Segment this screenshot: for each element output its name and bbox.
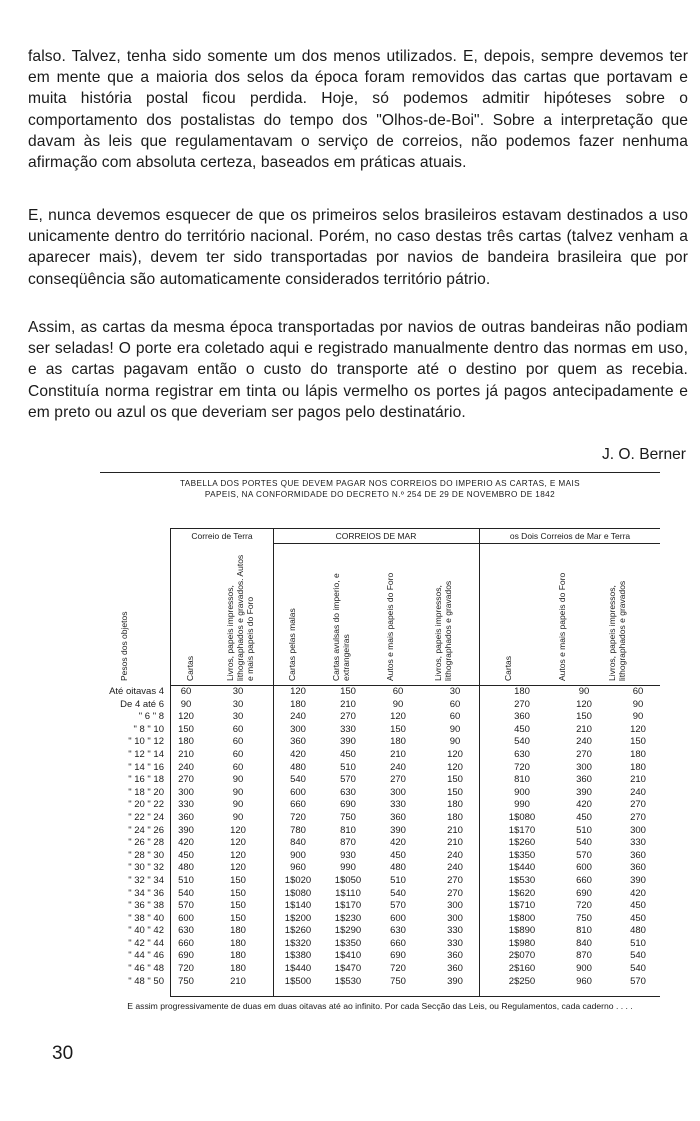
group-correios-mar: CORREIOS DE MAR (335, 531, 417, 541)
table-cell: 750 (178, 975, 194, 987)
table-row (170, 900, 660, 913)
table-cell: 330 (390, 799, 406, 811)
table-cell: 60 (632, 686, 644, 697)
table-cell: 120 (230, 837, 246, 849)
header-cartas-terra: Cartas (185, 655, 195, 681)
table-cell: 300 (178, 786, 194, 798)
table-cell: 270 (630, 799, 646, 811)
table-cell: 240 (290, 711, 306, 723)
table-cell: 270 (447, 887, 463, 899)
table-cell: 540 (290, 774, 306, 786)
table-cell: 60 (392, 686, 404, 697)
table-cell: 1$080 (508, 811, 536, 823)
table-cell: 180 (447, 799, 463, 811)
table-cell: 300 (290, 723, 306, 735)
table-cell: 270 (340, 711, 356, 723)
table-row (170, 837, 660, 850)
table-cell: 210 (340, 698, 356, 710)
table-cell: 60 (232, 723, 244, 735)
table-cell: 1$320 (284, 937, 312, 949)
table-cell: 330 (178, 799, 194, 811)
table-cell: 390 (390, 824, 406, 836)
table-cell: 180 (630, 761, 646, 773)
table-row (170, 825, 660, 838)
table-cell: 90 (449, 736, 461, 748)
table-cell: 720 (178, 963, 194, 975)
table-cell: 90 (232, 811, 244, 823)
table-cell: 1$350 (334, 937, 362, 949)
header-livros-mar: Livros, papeis impressos, lithographados e gravados (433, 580, 453, 681)
table-cell: 390 (576, 786, 592, 798)
table-cell: 300 (447, 912, 463, 924)
table-cell: 510 (340, 761, 356, 773)
weight-label: " 30 " 32 (128, 862, 164, 874)
table-cell: 660 (178, 937, 194, 949)
table-cell: 390 (178, 824, 194, 836)
group-dois-correios: os Dois Correios de Mar e Terra (509, 531, 631, 541)
table-row (170, 950, 660, 963)
table-cell: 90 (232, 799, 244, 811)
table-cell: 540 (630, 950, 646, 962)
header-livros-dois: Livros, papeis impressos, lithographados e gravados (607, 580, 627, 681)
table-cell: 1$440 (284, 963, 312, 975)
table-cell: 570 (178, 900, 194, 912)
table-cell: 150 (230, 874, 246, 886)
table-cell: 360 (447, 950, 463, 962)
table-cell: 1$530 (334, 975, 362, 987)
header-cartas-malas: Cartas pelas malas (287, 608, 297, 681)
table-cell: 60 (449, 711, 461, 723)
table-cell: 60 (180, 686, 192, 697)
table-cell: 2$070 (508, 950, 536, 962)
table-cell: 450 (514, 723, 530, 735)
table-cell: 750 (340, 811, 356, 823)
table-cell: 90 (578, 686, 590, 697)
table-cell: 870 (340, 837, 356, 849)
table-top-rule (100, 472, 660, 473)
table-cell: 120 (230, 862, 246, 874)
table-cell: 600 (178, 912, 194, 924)
table-cell: 540 (390, 887, 406, 899)
table-cell: 390 (340, 736, 356, 748)
weight-column (100, 686, 168, 988)
table-cell: 240 (390, 761, 406, 773)
table-cell: 450 (630, 912, 646, 924)
table-cell: 360 (447, 963, 463, 975)
weight-label: " 46 " 48 (128, 963, 164, 975)
table-cell: 330 (447, 925, 463, 937)
table-cell: 330 (340, 723, 356, 735)
table-row (170, 888, 660, 901)
table-cell: 270 (576, 748, 592, 760)
table-cell: 600 (290, 786, 306, 798)
table-cell: 1$260 (508, 837, 536, 849)
weight-label: " 24 " 26 (128, 824, 164, 836)
table-cell: 480 (178, 862, 194, 874)
postage-table (100, 472, 660, 997)
table-cell: 210 (576, 723, 592, 735)
table-cell: 420 (290, 748, 306, 760)
table-cell: 990 (340, 862, 356, 874)
table-row (170, 774, 660, 787)
table-cell: 180 (230, 963, 246, 975)
table-cell: 360 (630, 862, 646, 874)
table-cell: 570 (340, 774, 356, 786)
table-cell: 360 (390, 811, 406, 823)
table-cell: 840 (290, 837, 306, 849)
table-cell: 150 (447, 786, 463, 798)
table-cell: 1$530 (508, 874, 536, 886)
table-cell: 660 (390, 937, 406, 949)
table-cell: 960 (576, 975, 592, 987)
table-cell: 150 (576, 711, 592, 723)
table-cell: 570 (390, 900, 406, 912)
table-cell: 720 (576, 900, 592, 912)
table-row (170, 762, 660, 775)
table-cell: 1$260 (284, 925, 312, 937)
table-cell: 1$470 (334, 963, 362, 975)
table-cell: 540 (514, 736, 530, 748)
table-cell: 150 (178, 723, 194, 735)
table-row (170, 724, 660, 737)
table-row (170, 736, 660, 749)
table-cell: 210 (630, 774, 646, 786)
table-cell: 60 (232, 761, 244, 773)
weight-label: " 22 " 24 (128, 811, 164, 823)
table-cell: 1$890 (508, 925, 536, 937)
table-cell: 120 (447, 761, 463, 773)
weight-label: " 14 " 16 (128, 761, 164, 773)
table-cell: 1$020 (284, 874, 312, 886)
table-cell: 540 (178, 887, 194, 899)
weight-label: Até oitavas 4 (109, 686, 164, 697)
table-cell: 270 (630, 811, 646, 823)
table-cell: 630 (340, 786, 356, 798)
table-cell: 390 (630, 874, 646, 886)
table-cell: 1$440 (508, 862, 536, 874)
table-cell: 450 (178, 849, 194, 861)
weight-label: De 4 até 6 (120, 698, 164, 710)
table-cell: 1$710 (508, 900, 536, 912)
table-cell: 900 (576, 963, 592, 975)
table-footnote: E assim progressivamente de duas em duas oitavas até ao infinito. Por cada Secção das Leis, ou Regulamentos, cada caderno . . . . (127, 1001, 633, 1011)
table-cell: 1$170 (334, 900, 362, 912)
weight-label: " 42 " 44 (128, 937, 164, 949)
table-cell: 300 (390, 786, 406, 798)
table-cell: 1$410 (334, 950, 362, 962)
group-divider (273, 543, 660, 544)
table-cell: 480 (290, 761, 306, 773)
group-correio-terra: Correio de Terra (191, 531, 253, 541)
table-cell: 180 (447, 811, 463, 823)
table-cell: 930 (340, 849, 356, 861)
table-cell: 120 (390, 711, 406, 723)
table-row (170, 787, 660, 800)
table-cell: 1$230 (334, 912, 362, 924)
weight-label: " 8 " 10 (133, 723, 164, 735)
table-cell: 180 (230, 950, 246, 962)
table-cell: 1$380 (284, 950, 312, 962)
table-cell: 360 (576, 774, 592, 786)
weight-label: " 34 " 36 (128, 887, 164, 899)
table-cell: 120 (630, 723, 646, 735)
table-cell: 660 (576, 874, 592, 886)
paragraph-1: falso. Talvez, tenha sido somente um dos menos utilizados. E, depois, sempre devemos ter em mente que a maioria dos selos da época foram removidos das cartas que portavam e muita história postal ficou perdida. Hoje, só podemos admitir hipóteses sobre o comportamento dos postalistas do tempo dos "Olhos-de-Boi". Sobre a interpretação que davam às leis que regulamentavam o serviço de correios, não podemos fazer nenhuma afirmação com absoluta certeza, baseados em práticas atuais. (28, 48, 688, 172)
table-cell: 360 (514, 711, 530, 723)
table-cell: 150 (230, 912, 246, 924)
table-cell: 120 (576, 698, 592, 710)
table-cell: 750 (576, 912, 592, 924)
table-cell: 300 (576, 761, 592, 773)
table-cell: 210 (230, 975, 246, 987)
table-cell: 450 (340, 748, 356, 760)
table-cell: 510 (576, 824, 592, 836)
page-number: 30 (52, 1043, 74, 1064)
table-cell: 630 (514, 748, 530, 760)
table-cell: 120 (447, 748, 463, 760)
table-cell: 150 (230, 900, 246, 912)
table-row (170, 850, 660, 863)
table-body (170, 686, 660, 988)
table-row (170, 925, 660, 938)
weight-label: " 32 " 34 (128, 874, 164, 886)
table-cell: 1$140 (284, 900, 312, 912)
table-cell: 480 (630, 925, 646, 937)
weight-label: " 38 " 40 (128, 912, 164, 924)
table-cell: 300 (447, 900, 463, 912)
weight-label: " 16 " 18 (128, 774, 164, 786)
weight-label: " 44 " 46 (128, 950, 164, 962)
table-cell: 360 (178, 811, 194, 823)
table-cell: 210 (447, 837, 463, 849)
table-cell: 900 (514, 786, 530, 798)
weight-label: " 12 " 14 (128, 748, 164, 760)
table-cell: 780 (290, 824, 306, 836)
table-cell: 270 (390, 774, 406, 786)
table-cell: 1$980 (508, 937, 536, 949)
table-cell: 210 (390, 748, 406, 760)
table-cell: 960 (290, 862, 306, 874)
table-cell: 1$080 (284, 887, 312, 899)
table-cell: 120 (178, 711, 194, 723)
table-cell: 720 (390, 963, 406, 975)
table-cell: 510 (178, 874, 194, 886)
table-cell: 90 (632, 698, 644, 710)
table-cell: 240 (447, 862, 463, 874)
table-cell: 2$160 (508, 963, 536, 975)
table-cell: 570 (630, 975, 646, 987)
table-cell: 840 (576, 937, 592, 949)
table-cell: 180 (390, 736, 406, 748)
table-row (170, 938, 660, 951)
table-row (170, 976, 660, 989)
table-cell: 690 (178, 950, 194, 962)
table-cell: 420 (630, 887, 646, 899)
header-cartas-dois: Cartas (503, 655, 513, 681)
table-cell: 810 (576, 925, 592, 937)
table-cell: 330 (630, 837, 646, 849)
table-cell: 690 (576, 887, 592, 899)
table-cell: 690 (390, 950, 406, 962)
weight-label: " 36 " 38 (128, 900, 164, 912)
table-cell: 150 (447, 774, 463, 786)
weight-label: " 10 " 12 (128, 736, 164, 748)
table-cell: 150 (390, 723, 406, 735)
table-row (170, 686, 660, 699)
table-cell: 150 (630, 736, 646, 748)
table-cell: 240 (178, 761, 194, 773)
table-cell: 510 (630, 937, 646, 949)
table-cell: 720 (290, 811, 306, 823)
table-cell: 1$170 (508, 824, 536, 836)
table-cell: 300 (630, 824, 646, 836)
table-cell: 660 (290, 799, 306, 811)
header-autos-dois: Autos e mais papeis do Foro (557, 572, 567, 681)
table-cell: 210 (447, 824, 463, 836)
weight-label: " 28 " 30 (128, 849, 164, 861)
table-row (170, 749, 660, 762)
table-cell: 90 (232, 774, 244, 786)
header-pesos: Pesos dos objetos (119, 611, 129, 681)
table-row (170, 799, 660, 812)
header-livros-terra: Livros, papeis impressos, lithographados e gravados. Autos e mais papeis do Foro (225, 554, 255, 681)
table-cell: 330 (447, 937, 463, 949)
table-cell: 90 (232, 786, 244, 798)
header-autos-mar: Autos e mais papeis do Foro (385, 572, 395, 681)
table-cell: 570 (576, 849, 592, 861)
table-cell: 1$500 (284, 975, 312, 987)
table-cell: 240 (576, 736, 592, 748)
table-cell: 240 (630, 786, 646, 798)
table-cell: 360 (630, 849, 646, 861)
weight-label: " 20 " 22 (128, 799, 164, 811)
table-cell: 600 (390, 912, 406, 924)
table-cell: 2$250 (508, 975, 536, 987)
table-cell: 90 (180, 698, 192, 710)
author-signature: J. O. Berner (601, 446, 686, 463)
table-row (170, 699, 660, 712)
table-cell: 150 (340, 686, 356, 697)
table-cell: 540 (576, 837, 592, 849)
table-cell: 60 (449, 698, 461, 710)
table-row (170, 862, 660, 875)
table-cell: 870 (576, 950, 592, 962)
table-cell: 270 (514, 698, 530, 710)
table-cell: 150 (230, 887, 246, 899)
header-cartas-avulsas: Cartas avulsas do imperio, e extrangeiras (331, 573, 351, 681)
table-row (170, 711, 660, 724)
table-cell: 1$110 (335, 887, 361, 899)
table-cell: 120 (290, 686, 306, 697)
table-cell: 450 (576, 811, 592, 823)
table-row (170, 812, 660, 825)
table-cell: 420 (576, 799, 592, 811)
table-cell: 1$050 (334, 874, 362, 886)
table-cell: 90 (632, 711, 644, 723)
table-cell: 630 (178, 925, 194, 937)
table-caption: TABELLA DOS PORTES QUE DEVEM PAGAR NOS CORREIOS DO IMPERIO AS CARTAS, E MAIS PAPEIS, NA CONFORMIDADE DO DECRETO N.º 254 DE 29 DE NOVEMBRO DE 1842 (180, 479, 580, 499)
table-cell: 1$800 (508, 912, 536, 924)
table-cell: 180 (230, 937, 246, 949)
table-cell: 210 (178, 748, 194, 760)
weight-label: " 40 " 42 (128, 925, 164, 937)
table-cell: 420 (390, 837, 406, 849)
table-row (170, 963, 660, 976)
table-cell: 990 (514, 799, 530, 811)
table-cell: 600 (576, 862, 592, 874)
table-cell: 510 (390, 874, 406, 886)
table-cell: 1$290 (334, 925, 362, 937)
table-cell: 270 (447, 874, 463, 886)
table-cell: 180 (178, 736, 194, 748)
table-cell: 180 (290, 698, 306, 710)
table-cell: 180 (514, 686, 530, 697)
table-cell: 90 (392, 698, 404, 710)
paragraph-2: E, nunca devemos esquecer de que os primeiros selos brasileiros estavam destinados a uso unicamente dentro do território nacional. Porém, no caso destas três cartas (talvez venham a aparecer mais), devem ter sido transportadas por navios de bandeira brasileira que por conseqüência são automaticamente considerados território pátrio. (28, 207, 688, 288)
table-cell: 120 (230, 824, 246, 836)
table-cell: 240 (447, 849, 463, 861)
table-cell: 450 (630, 900, 646, 912)
table-cell: 30 (449, 686, 461, 697)
table-cell: 180 (230, 925, 246, 937)
weight-label: " 26 " 28 (128, 837, 164, 849)
table-cell: 180 (630, 748, 646, 760)
table-cell: 120 (230, 849, 246, 861)
weight-label: " 18 " 20 (128, 786, 164, 798)
table-cell: 720 (514, 761, 530, 773)
table-cell: 30 (232, 686, 244, 697)
table-row (170, 875, 660, 888)
table-cell: 810 (514, 774, 530, 786)
table-cell: 1$350 (508, 849, 536, 861)
weight-label: " 48 " 50 (128, 975, 164, 987)
table-cell: 480 (390, 862, 406, 874)
table-cell: 630 (390, 925, 406, 937)
table-cell: 420 (178, 837, 194, 849)
table-cell: 1$200 (284, 912, 312, 924)
table-cell: 690 (340, 799, 356, 811)
table-cell: 540 (630, 963, 646, 975)
table-cell: 30 (232, 698, 244, 710)
table-cell: 270 (178, 774, 194, 786)
table-cell: 390 (447, 975, 463, 987)
table-cell: 810 (340, 824, 356, 836)
table-cell: 360 (290, 736, 306, 748)
table-cell: 450 (390, 849, 406, 861)
table-row (170, 913, 660, 926)
table-cell: 60 (232, 736, 244, 748)
table-cell: 30 (232, 711, 244, 723)
table-cell: 1$620 (508, 887, 536, 899)
paragraph-3: Assim, as cartas da mesma época transportadas por navios de outras bandeiras não podiam ser seladas! O porte era coletado aqui e registrado manualmente dentro das normas em uso, e as cartas pagavam então o custo do transporte até o destino por quem as recebia. Constituía norma registrar em tinta ou lápis vermelho os portes já pagos antecipadamente e em preto ou azul os que deveriam ser pagos pelo destinatário. (28, 319, 688, 421)
table-cell: 900 (290, 849, 306, 861)
table-cell: 750 (390, 975, 406, 987)
weight-label: " 6 " 8 (138, 711, 164, 723)
table-cell: 60 (232, 748, 244, 760)
table-cell: 90 (449, 723, 461, 735)
